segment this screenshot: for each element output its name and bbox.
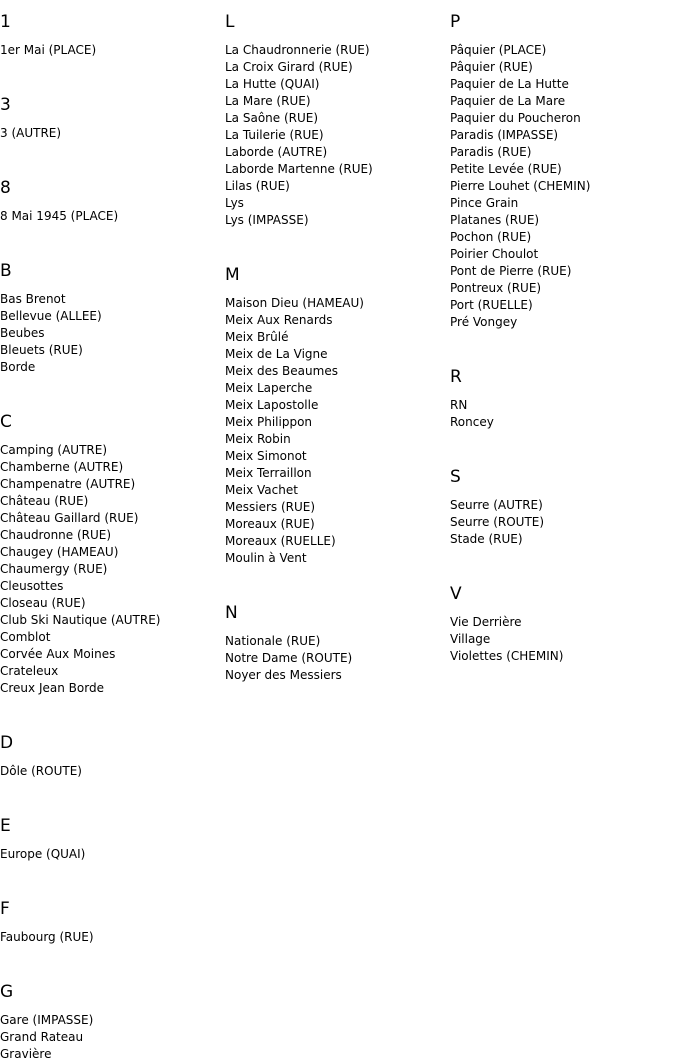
street-item[interactable]: Meix de La Vigne — [225, 347, 328, 361]
street-item[interactable]: Borde — [0, 360, 36, 374]
letter-group — [0, 376, 220, 697]
street-item[interactable]: Seurre (AUTRE) — [450, 498, 543, 512]
group-spacer — [0, 697, 220, 721]
street-item[interactable]: Cleusottes — [0, 579, 64, 593]
letter-heading: 8 — [0, 178, 11, 198]
street-item[interactable]: Bleuets (RUE) — [0, 343, 83, 357]
street-item[interactable]: Paquier de La Mare — [450, 94, 566, 108]
street-item[interactable]: Petite Levée (RUE) — [450, 162, 562, 176]
group-spacer — [0, 59, 220, 83]
street-item[interactable]: Pince Grain — [450, 196, 519, 210]
street-item[interactable]: Meix Brûlé — [225, 330, 289, 344]
street-item[interactable]: Meix Laperche — [225, 381, 313, 395]
letter-group — [0, 12, 220, 59]
letter-heading: G — [0, 982, 14, 1002]
street-list — [450, 614, 670, 665]
street-item[interactable]: Violettes (CHEMIN) — [450, 649, 564, 663]
street-item[interactable]: La Tuilerie (RUE) — [225, 128, 324, 142]
street-item[interactable]: Europe (QUAI) — [0, 847, 86, 861]
street-item[interactable]: Lys (IMPASSE) — [225, 213, 309, 227]
street-item[interactable]: Maison Dieu (HAMEAU) — [225, 296, 364, 310]
street-item[interactable]: Crateleux — [0, 664, 59, 678]
letter-group — [450, 331, 670, 431]
street-item[interactable]: Creux Jean Borde — [0, 681, 104, 695]
street-item[interactable]: Dôle (ROUTE) — [0, 764, 82, 778]
column-3 — [450, 0, 670, 665]
group-spacer — [225, 229, 445, 253]
street-item[interactable]: Seurre (ROUTE) — [450, 515, 545, 529]
letter-group — [0, 780, 220, 863]
street-item[interactable]: Pâquier (RUE) — [450, 60, 533, 74]
street-item[interactable]: Notre Dame (ROUTE) — [225, 651, 353, 665]
street-item[interactable]: Meix Robin — [225, 432, 291, 446]
street-item[interactable]: 3 (AUTRE) — [0, 126, 62, 140]
street-item[interactable]: Faubourg (RUE) — [0, 930, 94, 944]
letter-group — [0, 697, 220, 780]
letter-group — [0, 946, 220, 1063]
street-list — [0, 442, 220, 697]
street-item[interactable]: Pré Vongey — [450, 315, 518, 329]
street-item[interactable]: Meix Vachet — [225, 483, 298, 497]
street-item[interactable]: RN — [450, 398, 468, 412]
letter-group — [0, 225, 220, 376]
street-item[interactable]: Pâquier (PLACE) — [450, 43, 547, 57]
street-item[interactable]: Moreaux (RUELLE) — [225, 534, 336, 548]
street-item[interactable]: Paquier du Poucheron — [450, 111, 581, 125]
street-item[interactable]: Camping (AUTRE) — [0, 443, 108, 457]
letter-group — [450, 12, 670, 331]
street-item[interactable]: Meix des Beaumes — [225, 364, 338, 378]
letter-heading: R — [450, 367, 462, 387]
street-item[interactable]: Port (RUELLE) — [450, 298, 533, 312]
letter-heading: E — [0, 816, 11, 836]
street-item[interactable]: Gravière — [0, 1047, 52, 1061]
street-item[interactable]: Village — [450, 632, 491, 646]
street-item[interactable]: Pont de Pierre (RUE) — [450, 264, 572, 278]
street-item[interactable]: Meix Terraillon — [225, 466, 312, 480]
street-item[interactable]: La Croix Girard (RUE) — [225, 60, 353, 74]
street-item[interactable]: Meix Philippon — [225, 415, 313, 429]
letter-heading: B — [0, 261, 12, 281]
letter-heading: P — [450, 12, 461, 32]
street-item[interactable]: Chaudronne (RUE) — [0, 528, 112, 542]
letter-group — [225, 229, 445, 567]
street-list — [0, 1012, 220, 1063]
street-list — [0, 42, 220, 59]
group-spacer — [450, 548, 670, 572]
street-item[interactable]: Closeau (RUE) — [0, 596, 86, 610]
street-item[interactable]: La Hutte (QUAI) — [225, 77, 320, 91]
letter-heading: 1 — [0, 12, 11, 32]
letter-heading: C — [0, 412, 12, 432]
street-item[interactable]: Pochon (RUE) — [450, 230, 532, 244]
letter-heading: S — [450, 467, 461, 487]
street-item[interactable]: Messiers (RUE) — [225, 500, 316, 514]
group-spacer — [225, 567, 445, 591]
street-item[interactable]: Chaugey (HAMEAU) — [0, 545, 119, 559]
street-list — [0, 929, 220, 946]
street-item[interactable]: Chamberne (AUTRE) — [0, 460, 124, 474]
street-item[interactable]: La Saône (RUE) — [225, 111, 319, 125]
letter-group — [225, 12, 445, 229]
street-item[interactable]: Beubes — [0, 326, 45, 340]
street-item[interactable]: Meix Aux Renards — [225, 313, 333, 327]
street-item[interactable]: Poirier Choulot — [450, 247, 539, 261]
group-spacer — [0, 376, 220, 400]
street-list — [225, 633, 445, 684]
street-list — [0, 208, 220, 225]
street-item[interactable]: Paradis (RUE) — [450, 145, 532, 159]
street-item[interactable]: Chaumergy (RUE) — [0, 562, 108, 576]
street-item[interactable]: 8 Mai 1945 (PLACE) — [0, 209, 119, 223]
street-item[interactable]: Lilas (RUE) — [225, 179, 290, 193]
street-item[interactable]: Lys — [225, 196, 244, 210]
group-spacer — [0, 863, 220, 887]
street-item[interactable]: Moulin à Vent — [225, 551, 307, 565]
street-item[interactable]: Stade (RUE) — [450, 532, 523, 546]
street-item[interactable]: Laborde (AUTRE) — [225, 145, 328, 159]
street-item[interactable]: La Mare (RUE) — [225, 94, 311, 108]
street-item[interactable]: Moreaux (RUE) — [225, 517, 315, 531]
letter-heading: L — [225, 12, 235, 32]
column-1 — [0, 0, 220, 1063]
street-list — [0, 846, 220, 863]
letter-group — [450, 431, 670, 548]
street-item[interactable]: Meix Simonot — [225, 449, 307, 463]
street-list — [450, 397, 670, 431]
street-list — [450, 42, 670, 331]
street-list — [225, 295, 445, 567]
letter-group — [450, 548, 670, 665]
group-spacer — [450, 331, 670, 355]
street-item[interactable]: Pontreux (RUE) — [450, 281, 542, 295]
street-item[interactable]: Noyer des Messiers — [225, 668, 342, 682]
street-item[interactable]: Paquier de La Hutte — [450, 77, 569, 91]
letter-group — [225, 567, 445, 684]
group-spacer — [0, 946, 220, 970]
street-item[interactable]: Roncey — [450, 415, 494, 429]
letter-group — [0, 863, 220, 946]
letter-group — [0, 59, 220, 142]
street-item[interactable]: Paradis (IMPASSE) — [450, 128, 559, 142]
street-item[interactable]: Nationale (RUE) — [225, 634, 321, 648]
column-2 — [225, 0, 445, 684]
street-item[interactable]: Comblot — [0, 630, 51, 644]
letter-group — [0, 142, 220, 225]
street-item[interactable]: Pierre Louhet (CHEMIN) — [450, 179, 591, 193]
street-item[interactable]: Grand Rateau — [0, 1030, 84, 1044]
street-item[interactable]: Champenatre (AUTRE) — [0, 477, 136, 491]
street-item[interactable]: Meix Lapostolle — [225, 398, 319, 412]
group-spacer — [0, 780, 220, 804]
street-item[interactable]: Laborde Martenne (RUE) — [225, 162, 373, 176]
letter-heading: F — [0, 899, 10, 919]
street-item[interactable]: Château (RUE) — [0, 494, 89, 508]
letter-heading: 3 — [0, 95, 11, 115]
street-item[interactable]: 1er Mai (PLACE) — [0, 43, 97, 57]
street-item[interactable]: La Chaudronnerie (RUE) — [225, 43, 370, 57]
group-spacer — [450, 431, 670, 455]
street-item[interactable]: Bellevue (ALLEE) — [0, 309, 102, 323]
street-item[interactable]: Bas Brenot — [0, 292, 66, 306]
letter-heading: M — [225, 265, 240, 285]
street-list — [450, 497, 670, 548]
street-item[interactable]: Platanes (RUE) — [450, 213, 540, 227]
street-list — [0, 125, 220, 142]
street-item[interactable]: Club Ski Nautique (AUTRE) — [0, 613, 161, 627]
street-item[interactable]: Château Gaillard (RUE) — [0, 511, 139, 525]
letter-heading: N — [225, 603, 238, 623]
street-item[interactable]: Corvée Aux Moines — [0, 647, 116, 661]
street-item[interactable]: Gare (IMPASSE) — [0, 1013, 94, 1027]
street-list — [0, 291, 220, 376]
street-list — [0, 763, 220, 780]
group-spacer — [0, 225, 220, 249]
group-spacer — [0, 142, 220, 166]
street-item[interactable]: Vie Derrière — [450, 615, 522, 629]
letter-heading: D — [0, 733, 14, 753]
letter-heading: V — [450, 584, 462, 604]
street-list — [225, 42, 445, 229]
